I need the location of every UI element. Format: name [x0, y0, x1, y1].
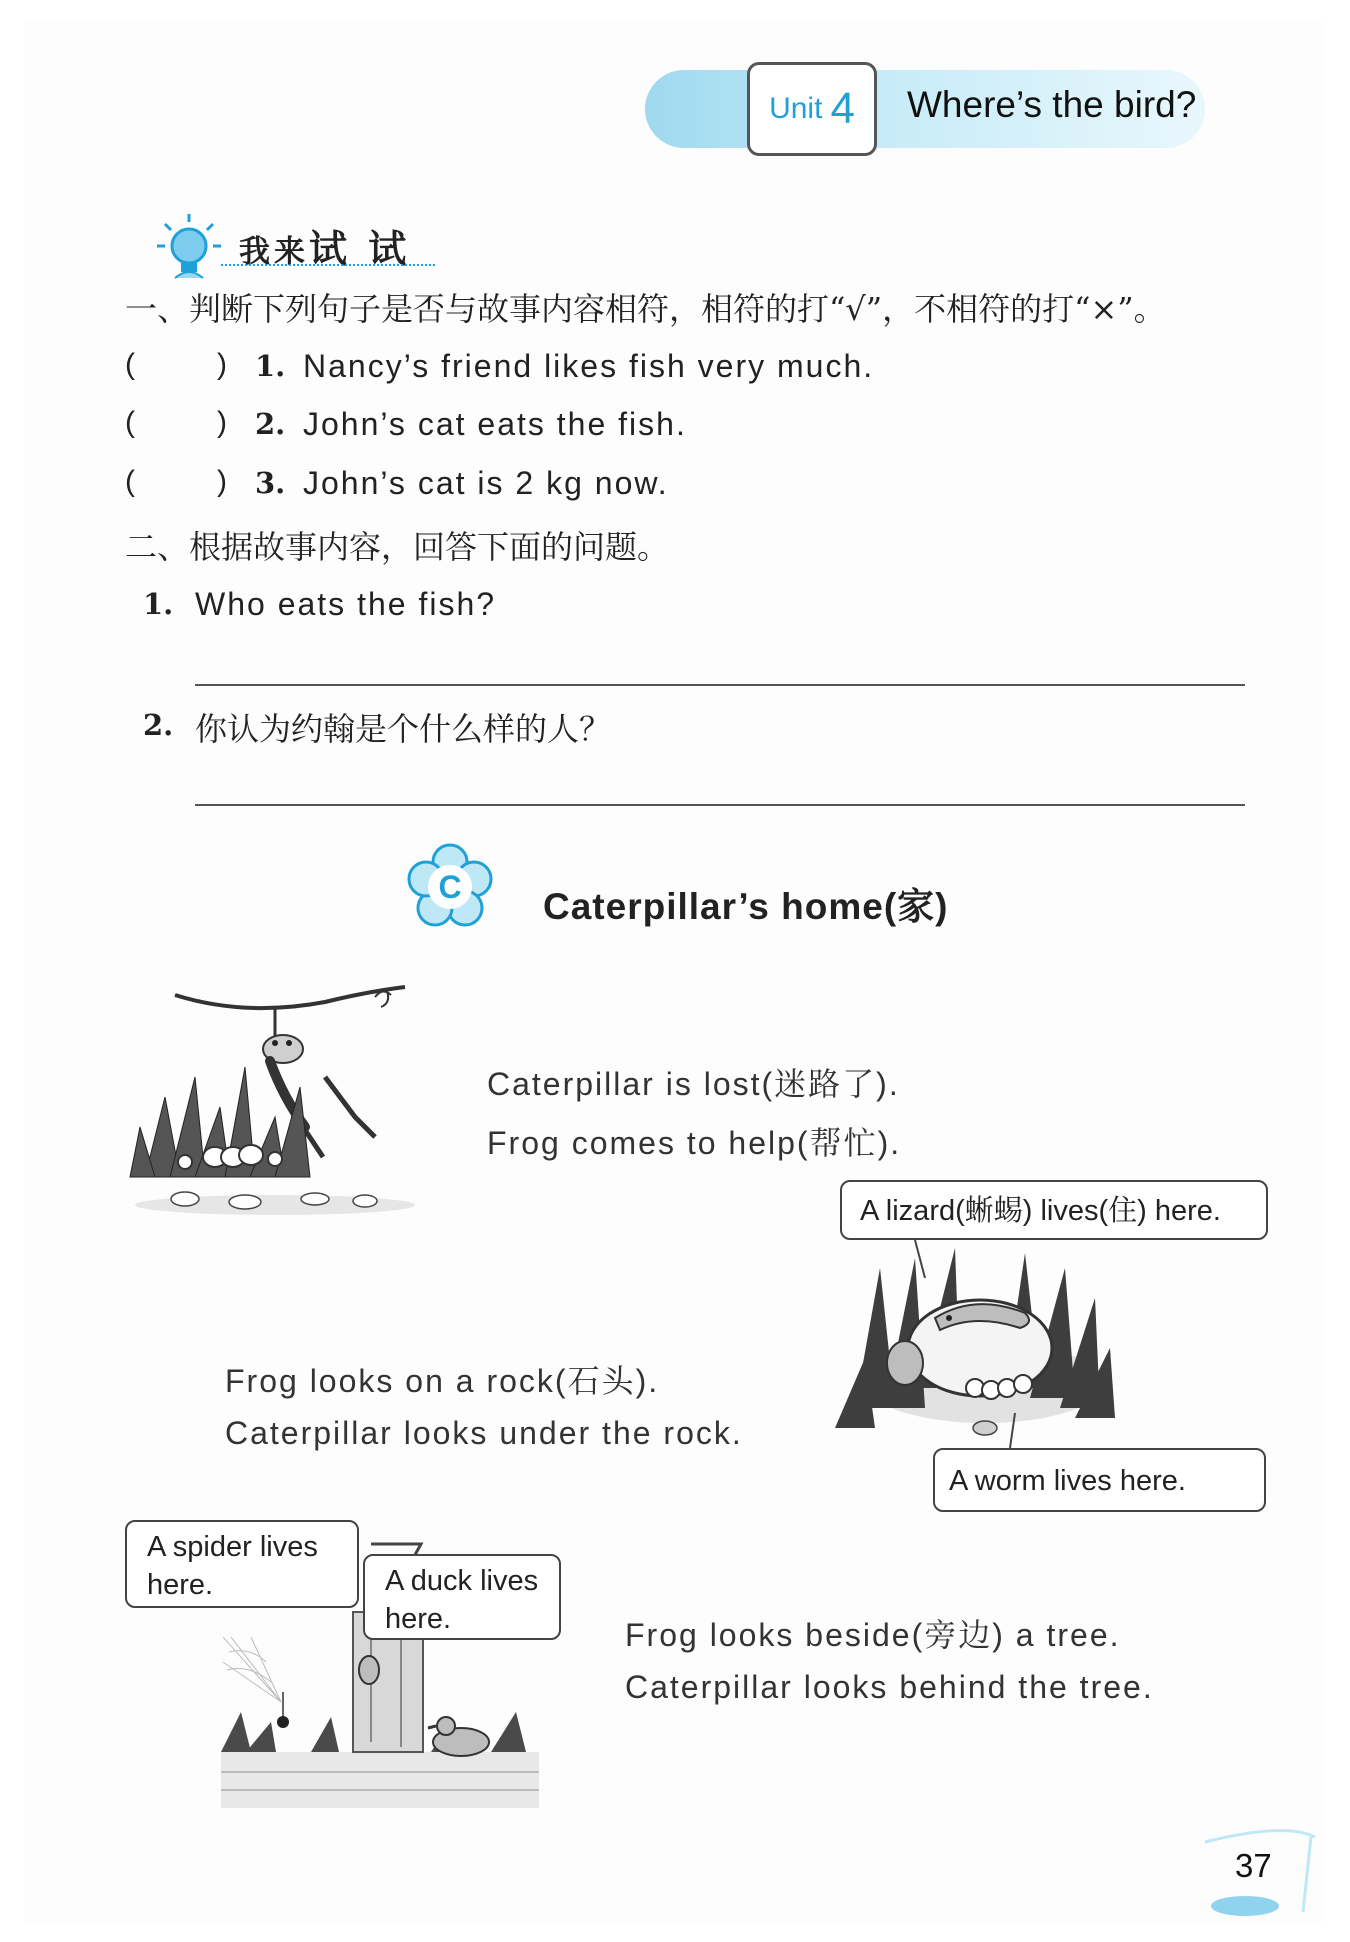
rock-illustration [825, 1238, 1125, 1448]
question-number: 2. [143, 708, 174, 742]
item-number: 3. [255, 466, 286, 500]
scene2-line2: Caterpillar looks under the rock. [225, 1415, 743, 1451]
answer-line-1[interactable] [195, 684, 1245, 686]
item-number: 1. [255, 349, 286, 383]
bubble-line: A spider lives [147, 1531, 318, 1563]
scene3-line2: Caterpillar looks behind the tree. [625, 1669, 1154, 1705]
bubble-line: A duck lives [385, 1565, 539, 1597]
answer-paren-close-2: ) [217, 406, 227, 439]
judgement-sentence: John’s cat eats the fish. [303, 406, 687, 442]
story-title: Caterpillar’s home(家) [543, 886, 949, 927]
unit-label: Unit [769, 92, 823, 125]
speech-bubble-worm: A worm lives here. [933, 1448, 1266, 1512]
unit-number: 4 [830, 84, 855, 133]
part2-instruction: 二、根据故事内容，回答下面的问题。 [125, 528, 670, 566]
bubble-line: here. [147, 1569, 214, 1601]
lightbulb-icon [153, 212, 225, 284]
speech-bubble-lizard: A lizard(蜥蜴) lives(住) here. [840, 1180, 1268, 1240]
judgement-sentence: John’s cat is 2 kg now. [303, 465, 669, 501]
scene1-line1: Caterpillar is lost(迷路了). [487, 1066, 900, 1102]
page-number: 37 [1235, 1847, 1272, 1884]
scene3-line1: Frog looks beside(旁边) a tree. [625, 1617, 1121, 1653]
judgement-sentence: Nancy’s friend likes fish very much. [303, 348, 875, 384]
question-text: 你认为约翰是个什么样的人？ [195, 710, 612, 748]
title-big: 试 试 [309, 226, 411, 271]
workbook-page [25, 22, 1325, 1922]
answer-paren-open-3: ( [125, 465, 135, 498]
answer-paren-open-1: ( [125, 348, 135, 381]
item-number: 2. [255, 407, 286, 441]
question-number: 1. [143, 587, 174, 621]
bubble-line: here. [385, 1603, 452, 1635]
title-underline [221, 264, 435, 266]
badge-letter: C [438, 869, 462, 905]
unit-title: Where’s the bird? [907, 84, 1197, 125]
title-small: 我来 [239, 234, 309, 270]
unit-badge [747, 62, 877, 156]
scene1-line2: Frog comes to help(帮忙). [487, 1125, 902, 1161]
flower-badge-icon [405, 842, 495, 932]
speech-bubble-duck [363, 1554, 561, 1640]
answer-paren-open-2: ( [125, 406, 135, 439]
answer-paren-close-1: ) [217, 348, 227, 381]
part1-instruction: 一、判断下列句子是否与故事内容相符，相符的打“√”，不相符的打“×”。 [125, 290, 1166, 328]
question-text: Who eats the fish? [195, 586, 497, 622]
answer-paren-close-3: ) [217, 465, 227, 498]
scene2-line1: Frog looks on a rock(石头). [225, 1363, 660, 1399]
frog-vine-illustration [125, 977, 425, 1217]
speech-bubble-spider [125, 1520, 359, 1608]
answer-line-2[interactable] [195, 804, 1245, 806]
